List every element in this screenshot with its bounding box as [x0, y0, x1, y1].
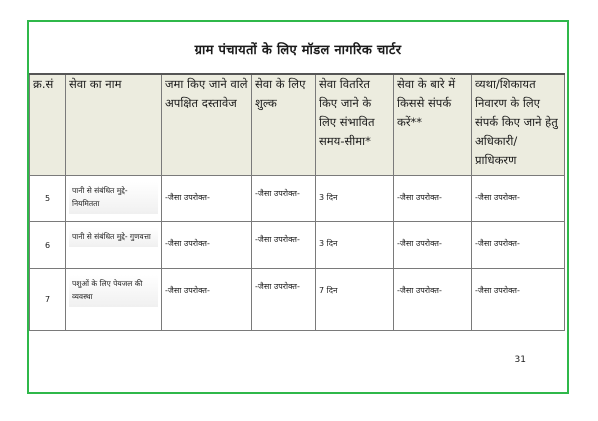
header-service: सेवा का नाम — [66, 74, 162, 176]
header-row — [30, 74, 565, 176]
contact-value: -जैसा उपरोक्त- — [397, 286, 442, 295]
cell-timeline — [316, 269, 394, 331]
fee-value: -जैसा उपरोक्त- — [255, 282, 300, 291]
citizen-charter-table — [29, 73, 565, 331]
cell-grievance — [472, 222, 565, 269]
cell-documents — [162, 222, 252, 269]
page-frame — [27, 20, 569, 394]
page-number: 31 — [514, 355, 526, 365]
documents-value: -जैसा उपरोक्त- — [165, 286, 210, 295]
documents-value: -जैसा उपरोक्त- — [165, 193, 210, 202]
service-name: पानी से संबंधित मुद्दे- गुणवत्ता — [69, 228, 158, 247]
fee-value: -जैसा उपरोक्त- — [255, 235, 300, 244]
service-name: पशुओं के लिए पेयजल की व्यवस्था — [69, 275, 158, 307]
header-fee: सेवा के लिए शुल्क — [252, 74, 316, 176]
cell-timeline — [316, 222, 394, 269]
cell-fee — [252, 222, 316, 269]
header-contact: सेवा के बारे में किससे संपर्क करें** — [394, 74, 472, 176]
cell-service — [66, 269, 162, 331]
cell-service — [66, 176, 162, 222]
documents-value: -जैसा उपरोक्त- — [165, 239, 210, 248]
grievance-value: -जैसा उपरोक्त- — [475, 239, 520, 248]
timeline-value: 3 दिन — [319, 239, 338, 248]
contact-value: -जैसा उपरोक्त- — [397, 239, 442, 248]
cell-documents — [162, 269, 252, 331]
grievance-value: -जैसा उपरोक्त- — [475, 286, 520, 295]
cell-fee — [252, 176, 316, 222]
fee-value: -जैसा उपरोक्त- — [255, 189, 300, 198]
cell-sno: 5 — [30, 176, 66, 222]
timeline-value: 7 दिन — [319, 286, 338, 295]
cell-sno: 7 — [30, 269, 66, 331]
timeline-value: 3 दिन — [319, 193, 338, 202]
header-sno: क्र.सं — [30, 74, 66, 176]
page-title: ग्राम पंचायतों के लिए मॉडल नागरिक चार्टर — [194, 43, 402, 58]
header-grievance: व्यथा/शिकायत निवारण के लिए संपर्क किए जाने हेतु अधिकारी/ प्राधिकरण — [472, 74, 565, 176]
cell-grievance — [472, 176, 565, 222]
cell-service — [66, 222, 162, 269]
header-documents: जमा किए जाने वाले अपक्षित दस्तावेज — [162, 74, 252, 176]
cell-sno: 6 — [30, 222, 66, 269]
table-row — [30, 269, 565, 331]
table-row — [30, 176, 565, 222]
grievance-value: -जैसा उपरोक्त- — [475, 193, 520, 202]
cell-timeline — [316, 176, 394, 222]
cell-fee — [252, 269, 316, 331]
service-name: पानी से संबंधित मुद्दे- नियमितता — [69, 182, 158, 214]
cell-grievance — [472, 269, 565, 331]
contact-value: -जैसा उपरोक्त- — [397, 193, 442, 202]
header-timeline: सेवा वितरित किए जाने के लिए संभावित समय-सीमा* — [316, 74, 394, 176]
cell-contact — [394, 269, 472, 331]
cell-documents — [162, 176, 252, 222]
cell-contact — [394, 176, 472, 222]
cell-contact — [394, 222, 472, 269]
table-row — [30, 222, 565, 269]
